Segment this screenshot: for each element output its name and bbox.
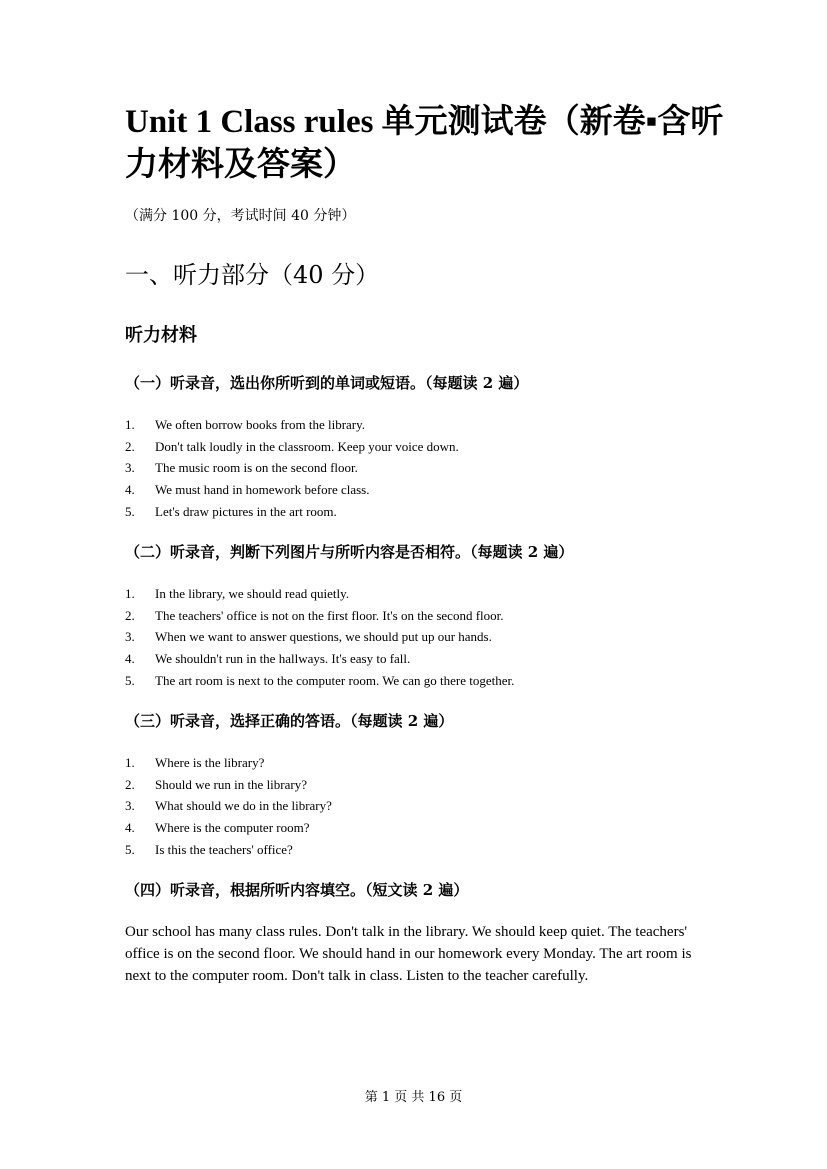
item-text: Let's draw pictures in the art room. — [155, 503, 337, 519]
section-1-heading: （一）听录音，选出你所听到的单词或短语。（每题读 2 遍） — [125, 374, 529, 392]
list-item — [125, 670, 514, 692]
section-1-list — [125, 414, 459, 522]
list-item — [125, 501, 459, 523]
item-number: 5. — [125, 672, 135, 688]
item-number: 1. — [125, 755, 135, 770]
item-text: The music room is on the second floor. — [155, 460, 358, 476]
material-heading: 听力材料 — [125, 325, 197, 346]
item-text: The art room is next to the computer room. We can go there together. — [155, 672, 515, 688]
item-number: 4. — [125, 651, 135, 667]
list-item — [125, 436, 459, 458]
item-text: What should we do in the library? — [155, 798, 332, 814]
item-number: 1. — [125, 586, 135, 601]
list-item — [125, 839, 332, 861]
item-number: 2. — [125, 776, 135, 792]
item-text: We must hand in homework before class. — [155, 482, 370, 498]
page-footer: 第 1 页 共 16 页 — [364, 1090, 463, 1105]
list-item — [125, 605, 514, 627]
section-2-list — [125, 583, 514, 691]
list-item — [125, 457, 459, 479]
exam-info: （满分 100 分，考试时间 40 分钟） — [125, 208, 356, 224]
item-text: We often borrow books from the library. — [155, 417, 366, 432]
item-text: Where is the library? — [155, 755, 265, 770]
item-text: When we want to answer questions, we should put up our hands. — [155, 629, 492, 645]
item-number: 3. — [125, 629, 135, 645]
list-item — [125, 583, 514, 605]
list-item — [125, 795, 332, 817]
item-number: 3. — [125, 460, 135, 476]
item-text: Is this the teachers' office? — [155, 841, 293, 857]
list-item — [125, 626, 514, 648]
section-2-heading: （二）听录音，判断下列图片与所听内容是否相符。（每题读 2 遍） — [125, 543, 574, 561]
listening-passage: Our school has many class rules. Don't talk in the library. We should keep quiet. The teachers' office is on the second floor. We should hand in our homework every Monday. The art room is next to the computer room. Don't talk in class. Listen to the teacher carefully. — [125, 924, 692, 984]
list-item — [125, 414, 459, 436]
item-number: 1. — [125, 417, 135, 432]
item-number: 4. — [125, 820, 135, 836]
item-text: Should we run in the library? — [155, 776, 307, 792]
list-item — [125, 817, 332, 839]
item-text: The teachers' office is not on the first floor. It's on the second floor. — [155, 607, 504, 623]
item-number: 2. — [125, 438, 135, 454]
section-3-list — [125, 752, 332, 860]
item-number: 2. — [125, 607, 135, 623]
part-heading: 一、听力部分（40 分） — [125, 261, 380, 289]
item-text: Don't talk loudly in the classroom. Keep your voice down. — [155, 438, 459, 454]
item-number: 5. — [125, 841, 135, 857]
item-text: In the library, we should read quietly. — [155, 586, 349, 601]
item-text: We shouldn't run in the hallways. It's easy to fall. — [155, 651, 411, 667]
document-title: Unit 1 Class rules 单元测试卷（新卷▪含听力材料及答案） — [125, 104, 724, 183]
section-3-heading: （三）听录音，选择正确的答语。（每题读 2 遍） — [125, 712, 454, 730]
item-text: Where is the computer room? — [155, 820, 310, 836]
list-item — [125, 479, 459, 501]
list-item — [125, 648, 514, 670]
section-4-heading: （四）听录音，根据所听内容填空。（短文读 2 遍） — [125, 881, 469, 899]
item-number: 5. — [125, 503, 135, 519]
list-item — [125, 752, 332, 774]
item-number: 3. — [125, 798, 135, 814]
list-item — [125, 774, 332, 796]
item-number: 4. — [125, 482, 135, 498]
